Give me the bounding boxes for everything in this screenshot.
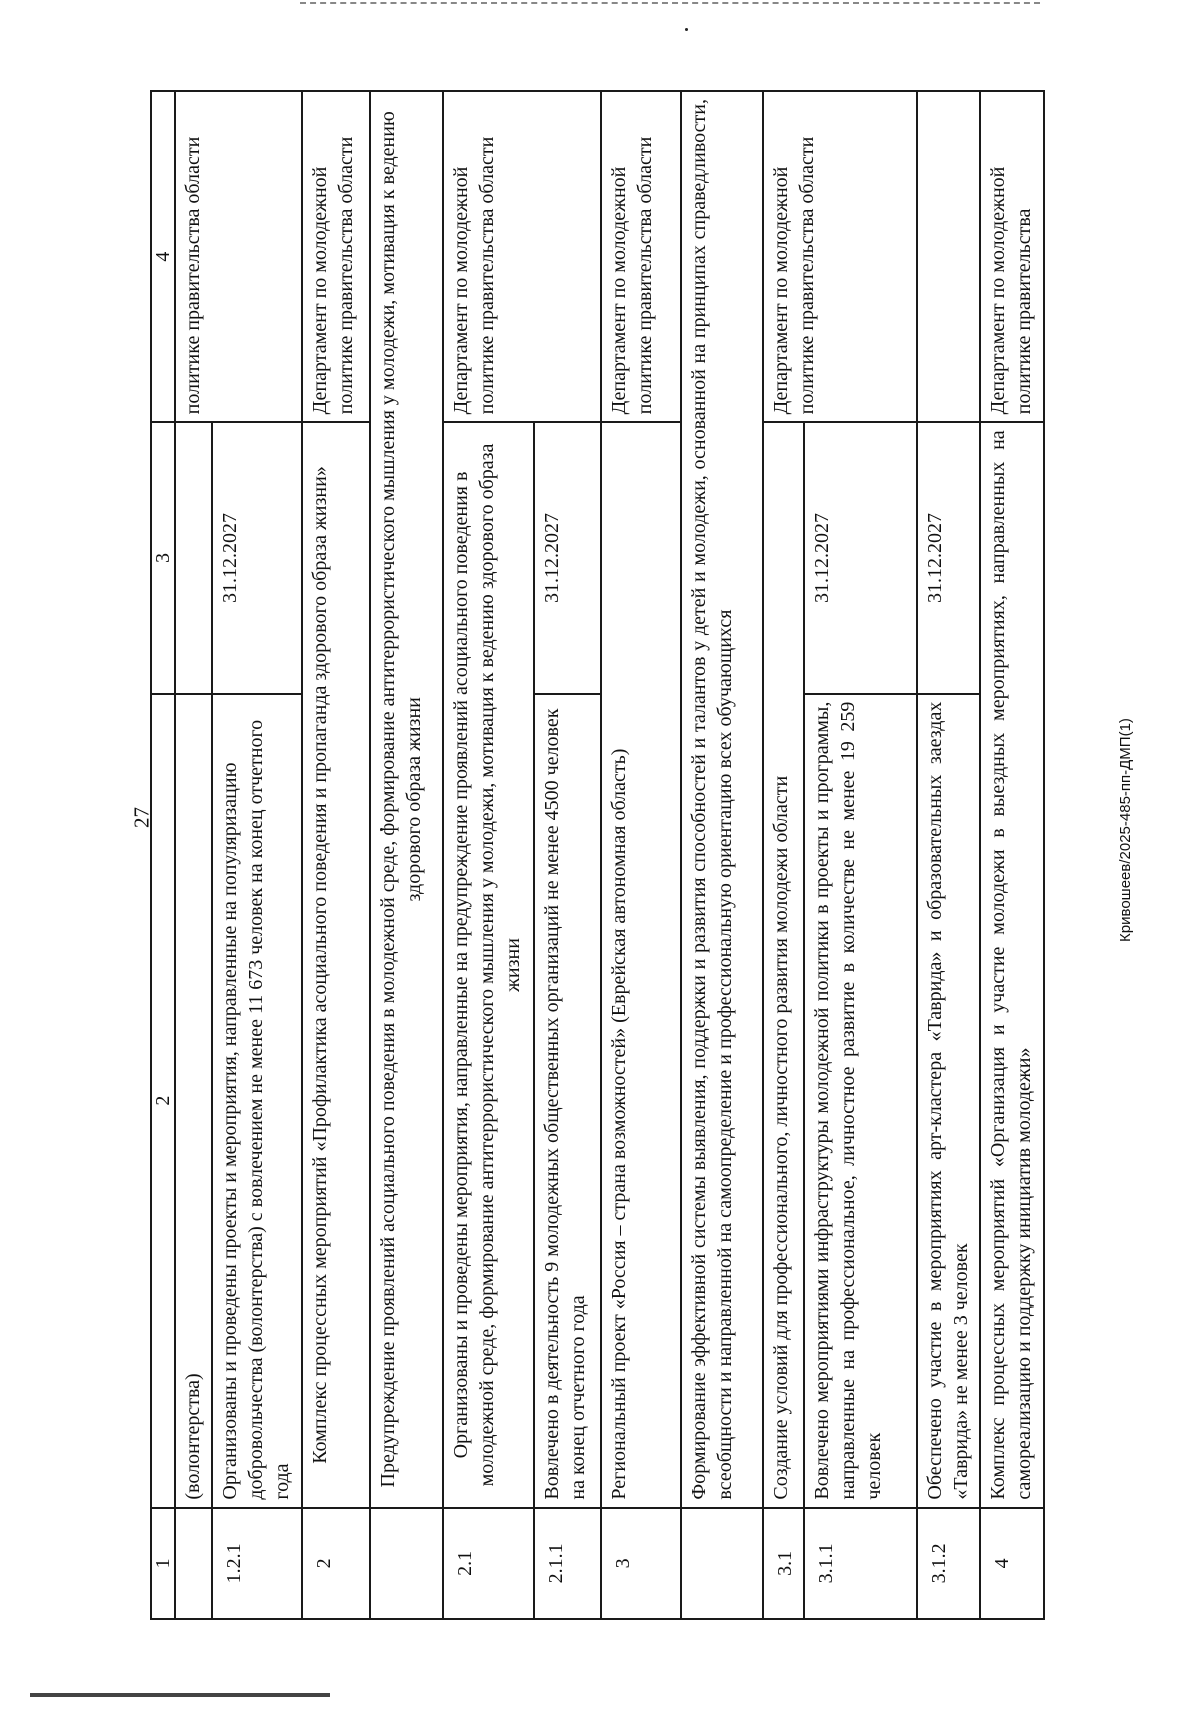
row-text: Комплекс процессных мероприятий «Организация и участие молодежи в выездных мероприятиях, направленных на самореализацию и поддержку инициатив молодежи» — [980, 422, 1044, 1507]
row-date — [175, 422, 212, 693]
scan-bottom-edge — [30, 1693, 330, 1697]
rotated-table-container — [150, 90, 1045, 1620]
table-row — [370, 91, 444, 1619]
table-row — [175, 91, 212, 1619]
scan-top-edge — [300, 2, 1040, 4]
row-owner: Департамент по молодежной политике правительства — [980, 91, 1044, 422]
col-header-3: 3 — [151, 422, 175, 693]
row-owner: Департамент по молодежной политике правительства области — [763, 91, 917, 422]
row-text: Вовлечено в деятельность 9 молодежных общественных организаций не менее 4500 человек на конец отчетного года — [534, 694, 602, 1508]
col-header-4: 4 — [151, 91, 175, 422]
row-number: 2.1.1 — [534, 1508, 602, 1619]
table-row — [763, 91, 804, 1619]
row-number: 2 — [302, 1508, 370, 1619]
row-number: 2.1 — [443, 1508, 533, 1619]
scan-speck — [685, 28, 688, 31]
row-text: (волонтерства) — [175, 694, 212, 1508]
document-id: Кривошеев/2025-485-пп-ДМП(1) — [1117, 718, 1134, 942]
row-text: Комплекс процессных мероприятий «Профилактика асоциального поведения и пропаганда здорового образа жизни» — [302, 422, 370, 1507]
col-header-2: 2 — [151, 694, 175, 1508]
plan-table — [150, 90, 1045, 1620]
row-number — [681, 1508, 763, 1619]
row-text: Организованы и проведены мероприятия, направленные на предупреждение проявлений асоциального поведения в молодежной среде, формирование антитеррористического мышления у молодежи, мотивация к ведению здорового образа жизни — [443, 422, 533, 1507]
row-text: Обеспечено участие в мероприятиях арт-кластера «Таврида» и образовательных заездах «Таврида» не менее 3 человек — [917, 694, 981, 1508]
row-number: 3.1.1 — [804, 1508, 917, 1619]
row-text: Создание условий для профессионального, личностного развития молодежи области — [763, 422, 804, 1507]
row-text: Региональный проект «Россия – страна возможностей» (Еврейская автономная область) — [601, 422, 681, 1507]
row-number: 1.2.1 — [212, 1508, 302, 1619]
table-row — [601, 91, 681, 1619]
row-text: Вовлечено мероприятиями инфраструктуры молодежной политики в проекты и программы, направленные на профессиональное, личностное развитие в количестве не менее 19 259 человек — [804, 694, 917, 1508]
row-number: 3.1 — [763, 1508, 804, 1619]
header-row — [151, 91, 175, 1619]
row-date: 31.12.2027 — [534, 422, 602, 693]
row-owner: Департамент по молодежной политике правительства области — [443, 91, 601, 422]
row-number: 4 — [980, 1508, 1044, 1619]
row-number: 3 — [601, 1508, 681, 1619]
row-span-text: Формирование эффективной системы выявления, поддержки и развития способностей и талантов у детей и молодежи, основанной на принципах справедливости, всеобщности и направленной на самоопределение и профессиональную ориентацию всех обучающихся — [681, 91, 763, 1508]
page-number: 27 — [129, 807, 154, 828]
table-row — [917, 91, 981, 1619]
row-owner: Департамент по молодежной политике правительства области — [302, 91, 370, 422]
row-owner: политике правительства области — [175, 91, 302, 422]
row-span-text: Предупреждение проявлений асоциального поведения в молодежной среде, формирование антитеррористического мышления у молодежи, мотивация к ведению здорового образа жизни — [370, 91, 444, 1508]
table-row — [980, 91, 1044, 1619]
table-row — [681, 91, 763, 1619]
row-text: Организованы и проведены проекты и мероприятия, направленные на популяризацию добровольчества (волонтерства) с вовлечением не менее 11 673 человек на конец отчетного года — [212, 694, 302, 1508]
table-row — [443, 91, 533, 1619]
row-number — [370, 1508, 444, 1619]
row-owner: Департамент по молодежной политике правительства области — [601, 91, 681, 422]
col-header-1: 1 — [151, 1508, 175, 1619]
row-date: 31.12.2027 — [212, 422, 302, 693]
row-owner — [917, 91, 981, 422]
row-number: 3.1.2 — [917, 1508, 981, 1619]
row-number — [175, 1508, 212, 1619]
table-row — [302, 91, 370, 1619]
row-date: 31.12.2027 — [917, 422, 981, 693]
row-date: 31.12.2027 — [804, 422, 917, 693]
